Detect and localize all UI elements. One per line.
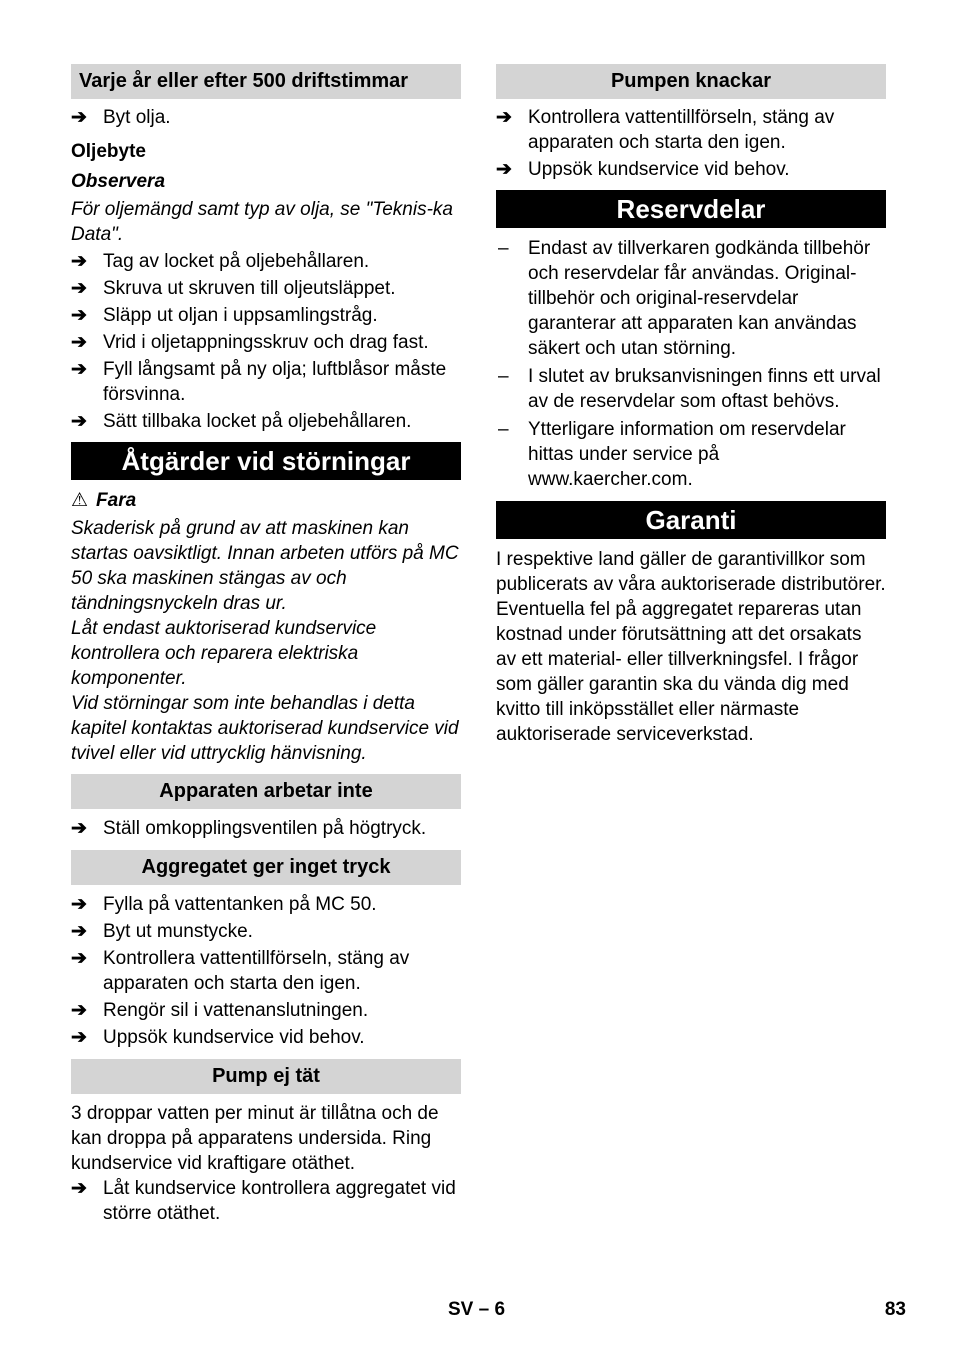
arrow-right-icon: ➔ xyxy=(71,305,87,326)
list-item: ➔ Sätt tillbaka locket på oljebehållaren. xyxy=(71,411,412,432)
list-item: ➔ Ställ omkopplingsventilen på högtryck. xyxy=(71,818,427,839)
list-item: ➔ Fyll långsamt på ny olja; luftblåsor måste försvinna. xyxy=(71,359,447,405)
list-item: ➔ Uppsök kundservice vid behov. xyxy=(71,1027,365,1048)
dash-bullet: – xyxy=(498,238,509,259)
paragraph: I respektive land gäller de garantivillkor som publicerats av våra auktoriserade distributörer. Eventuella fel på aggregatet repareras utan kostnad under förutsättning att det orsakats av ett material- eller tillverkningsfel. I frågor som gäller garantin ska du vända dig med kvitto till inköpsstället eller närmaste auktoriserade serviceverkstad. xyxy=(496,549,886,745)
right-column xyxy=(496,64,886,747)
arrow-right-icon: ➔ xyxy=(71,948,87,969)
list-item: ➔ Rengör sil i vattenanslutningen. xyxy=(71,1000,369,1021)
section-heading-pump-knock: Pumpen knackar xyxy=(496,64,886,99)
arrow-right-icon: ➔ xyxy=(71,1000,87,1021)
warning-triangle-icon: ⚠ xyxy=(71,490,89,511)
arrow-right-icon: ➔ xyxy=(71,1027,87,1048)
section-heading-pump-leak: Pump ej tät xyxy=(71,1059,461,1094)
subsection-title: Oljebyte xyxy=(71,141,146,162)
list-item: ➔ Uppsök kundservice vid behov. xyxy=(496,159,790,180)
arrow-right-icon: ➔ xyxy=(71,411,87,432)
list-item: ➔ Fylla på vattentanken på MC 50. xyxy=(71,894,377,915)
list-item: ➔ Byt olja. xyxy=(71,107,171,128)
section-heading-warranty: Garanti xyxy=(496,501,886,539)
arrow-right-icon: ➔ xyxy=(71,921,87,942)
arrow-right-icon: ➔ xyxy=(71,818,87,839)
note-text: För oljemängd samt typ av olja, se "Teknis-ka Data". xyxy=(71,199,453,245)
arrow-right-icon: ➔ xyxy=(71,278,87,299)
footer-language-page: SV – 6 xyxy=(448,1299,506,1320)
list-item: ➔ Vrid i oljetappningsskruv och drag fast. xyxy=(71,332,429,353)
danger-paragraph: Vid störningar som inte behandlas i detta kapitel kontaktas auktoriserad kundservice vid tvivel eller vid uttrycklig hänvisning. xyxy=(71,693,459,764)
list-item: – Ytterligare information om reservdelar hittas under service på www.kaercher.com. xyxy=(498,419,846,490)
list-item: ➔ Låt kundservice kontrollera aggregatet vid större otäthet. xyxy=(71,1178,456,1224)
arrow-right-icon: ➔ xyxy=(71,894,87,915)
section-heading-yearly: Varje år eller efter 500 driftstimmar xyxy=(71,64,461,99)
list-item: ➔ Byt ut munstycke. xyxy=(71,921,253,942)
dash-bullet: – xyxy=(498,366,509,387)
list-item: ➔ Skruva ut skruven till oljeutsläppet. xyxy=(71,278,396,299)
list-item: ➔ Släpp ut oljan i uppsamlingstråg. xyxy=(71,305,378,326)
section-heading-faults: Åtgärder vid störningar xyxy=(71,442,461,480)
note-label: Observera xyxy=(71,171,166,192)
arrow-right-icon: ➔ xyxy=(71,1178,87,1199)
left-column xyxy=(71,64,461,1226)
arrow-right-icon: ➔ xyxy=(496,107,512,128)
list-item: ➔ Tag av locket på oljebehållaren. xyxy=(71,251,370,272)
arrow-right-icon: ➔ xyxy=(71,107,87,128)
arrow-right-icon: ➔ xyxy=(71,251,87,272)
list-item: – I slutet av bruksanvisningen finns ett urval av de reservdelar som oftast behövs. xyxy=(498,366,881,412)
section-heading-parts: Reservdelar xyxy=(496,190,886,228)
danger-label-row: ⚠ Fara xyxy=(71,490,137,511)
arrow-right-icon: ➔ xyxy=(496,159,512,180)
danger-paragraph: Skaderisk på grund av att maskinen kan startas oavsiktligt. Innan arbeten utförs på MC 50 ska maskinen stängas av och tändningsnyckeln dras ur. xyxy=(71,518,459,614)
section-heading-no-pressure: Aggregatet ger inget tryck xyxy=(71,850,461,885)
list-item: ➔ Kontrollera vattentillförseln, stäng av apparaten och starta den igen. xyxy=(496,107,835,153)
arrow-right-icon: ➔ xyxy=(71,332,87,353)
paragraph: 3 droppar vatten per minut är tillåtna och de kan droppa på apparatens undersida. Ring kundservice vid kraftigare otäthet. xyxy=(71,1103,439,1174)
section-heading-not-working: Apparaten arbetar inte xyxy=(71,774,461,809)
list-item: ➔ Kontrollera vattentillförseln, stäng av apparaten och starta den igen. xyxy=(71,948,410,994)
danger-paragraph: Låt endast auktoriserad kundservice kontrollera och reparera elektriska komponenter. xyxy=(71,618,377,689)
dash-bullet: – xyxy=(498,419,509,440)
arrow-right-icon: ➔ xyxy=(71,359,87,380)
footer-page-number: 83 xyxy=(884,1299,906,1320)
list-item: – Endast av tillverkaren godkända tillbehör och reservdelar får användas. Original-tillbehör och original-reservdelar garanterar att apparaten kan användas säkert och utan störning. xyxy=(498,238,871,359)
